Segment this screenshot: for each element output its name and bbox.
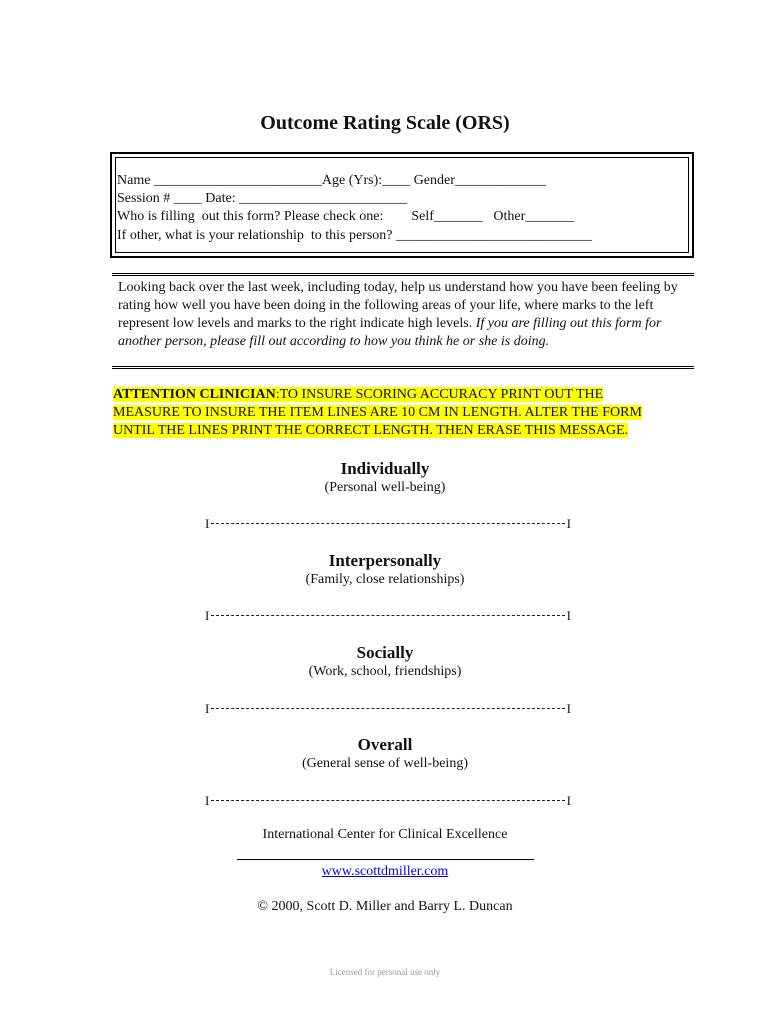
- website-link[interactable]: www.scottdmiller.com: [321, 864, 449, 879]
- page-title: Outcome Rating Scale (ORS): [260, 112, 510, 134]
- footer-copyright: © 2000, Scott D. Miller and Barry L. Duncan: [257, 899, 513, 914]
- session-date-line[interactable]: Session # ____ Date: ________________________: [117, 191, 408, 206]
- section-heading-individually: Individually: [340, 459, 430, 478]
- section-heading-socially: Socially: [356, 643, 414, 662]
- footer-website: [0, 864, 770, 880]
- attention-label: ATTENTION CLINICIAN: [113, 387, 276, 402]
- instructions-top-rule: [112, 273, 694, 276]
- section-heading-overall: Overall: [357, 735, 413, 754]
- scale-right-cap: I: [566, 516, 571, 531]
- who-filling-line[interactable]: Who is filling out this form? Please check one: Self_______ Other_______: [117, 209, 575, 224]
- instructions-text: [118, 279, 688, 351]
- instructions-plain: Looking back over the last week, including today, help us understand how you have been feeling by rating how well you have been doing in the following areas of your life, where marks to the left represent low levels and marks to the right indicate high levels.: [118, 280, 678, 331]
- scale-left-cap: I: [205, 608, 210, 623]
- scale-dashes: [211, 615, 565, 616]
- section-sub-individually: (Personal well-being): [324, 480, 446, 495]
- instructions-bottom-rule: [112, 366, 694, 369]
- scale-left-cap: I: [205, 793, 210, 808]
- scale-right-cap: I: [566, 701, 571, 716]
- attention-clinician-message: [113, 386, 673, 440]
- rating-line-interpersonally[interactable]: [205, 608, 571, 622]
- footer-organization: International Center for Clinical Excellence: [262, 827, 508, 842]
- instructions-italic: If you are filling out this form for another person, please fill out according to how you think he or she is doing.: [118, 316, 662, 349]
- section-sub-overall: (General sense of well-being): [302, 756, 468, 771]
- rating-line-socially[interactable]: [205, 701, 571, 715]
- scale-right-cap: I: [566, 793, 571, 808]
- name-age-gender-line[interactable]: Name ________________________Age (Yrs):____ Gender_____________: [117, 173, 546, 188]
- section-sub-socially: (Work, school, friendships): [308, 664, 462, 679]
- section-sub-interpersonally: (Family, close relationships): [305, 572, 465, 587]
- scale-left-cap: I: [205, 701, 210, 716]
- scale-right-cap: I: [566, 608, 571, 623]
- rating-line-individually[interactable]: [205, 516, 571, 530]
- attention-text: :TO INSURE SCORING ACCURACY PRINT OUT THE MEASURE TO INSURE THE ITEM LINES ARE 10 CM IN LENGTH. ALTER THE FORM UNTIL THE LINES PRINT THE CORRECT LENGTH. THEN ERASE THIS MESSAGE.: [113, 387, 642, 438]
- scale-dashes: [211, 523, 565, 524]
- scale-dashes: [211, 800, 565, 801]
- scale-left-cap: I: [205, 516, 210, 531]
- license-watermark: Licensed for personal use only: [329, 967, 441, 977]
- scale-dashes: [211, 708, 565, 709]
- footer-divider: [237, 859, 534, 860]
- rating-line-overall[interactable]: [205, 793, 571, 807]
- section-heading-interpersonally: Interpersonally: [328, 551, 442, 570]
- relationship-line[interactable]: If other, what is your relationship to this person? ____________________________: [117, 228, 592, 243]
